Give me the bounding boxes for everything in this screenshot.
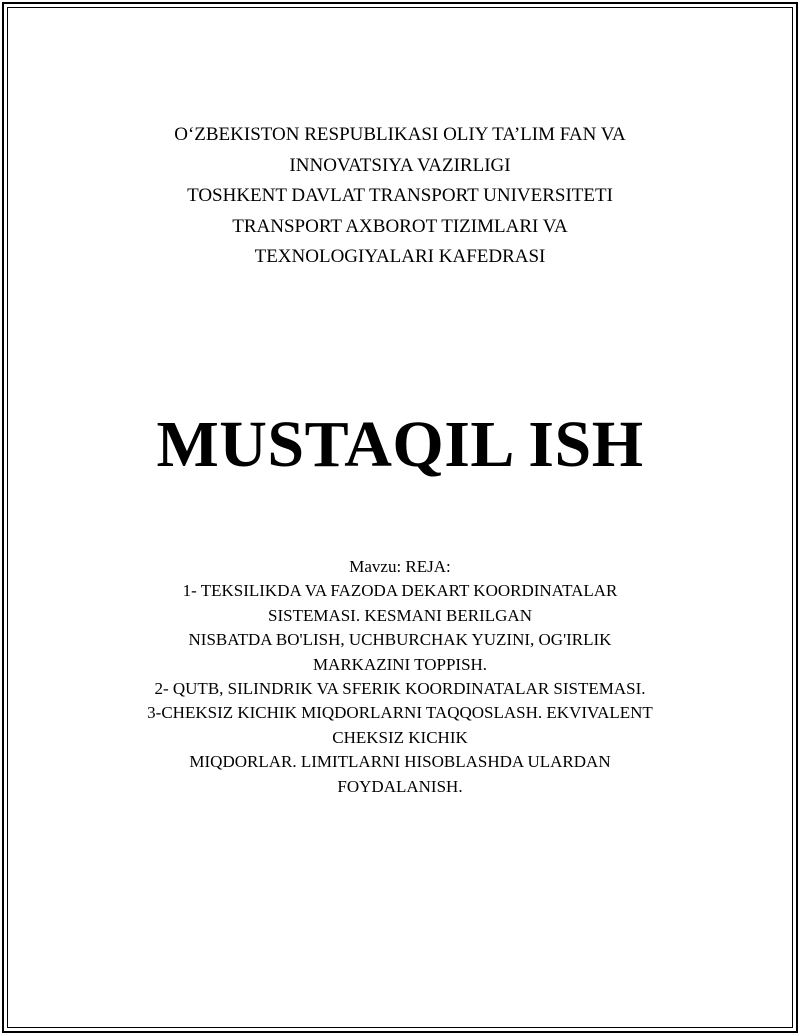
document-title: MUSTAQIL ISH bbox=[156, 408, 644, 481]
header-line: TOSHKENT DAVLAT TRANSPORT UNIVERSITETI bbox=[187, 185, 613, 206]
topic-line: 2- QUTB, SILINDRIK VA SFERIK KOORDINATALAR SISTEMASI. bbox=[154, 679, 646, 699]
topic-line: Mavzu: REJA: bbox=[349, 557, 451, 576]
header-line: INNOVATSIYA VAZIRLIGI bbox=[289, 154, 511, 176]
header-line: TEXNOLOGIYALARI KAFEDRASI bbox=[254, 246, 546, 267]
topic-line: NISBATDA BO'LISH, UCHBURCHAK YUZINI, OG'IRLIK bbox=[188, 630, 612, 650]
topic-line: MIQDORLAR. LIMITLARNI HISOBLASHDA ULARDAN bbox=[189, 752, 611, 772]
topic-line: 1- TEKSILIKDA VA FAZODA DEKART KOORDINATALAR bbox=[182, 581, 618, 601]
topic-block bbox=[0, 555, 800, 799]
header-line: TRANSPORT AXBOROT TIZIMLARI VA bbox=[232, 215, 568, 237]
topic-line: SISTEMASI. KESMANI BERILGAN bbox=[268, 605, 532, 625]
topic-line: FOYDALANISH. bbox=[337, 776, 463, 796]
topic-line: 3-CHEKSIZ KICHIK MIQDORLARNI TAQQOSLASH. EKVIVALENT bbox=[147, 703, 653, 723]
topic-line: CHEKSIZ KICHIK bbox=[332, 727, 468, 747]
topic-line: MARKAZINI TOPPISH. bbox=[312, 654, 488, 674]
header-line: O‘ZBEKISTON RESPUBLIKASI OLIY TA’LIM FAN VA bbox=[174, 124, 626, 145]
institution-header bbox=[0, 120, 800, 273]
